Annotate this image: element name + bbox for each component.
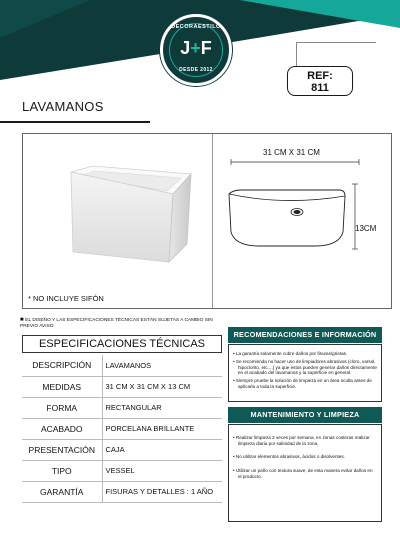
drain-inner — [294, 210, 301, 214]
page-title: LAVAMANOS — [22, 99, 104, 114]
spec-key: PRESENTACIÓN — [22, 439, 102, 460]
recommendations-box — [228, 344, 382, 402]
spec-key: FORMA — [22, 397, 102, 418]
recommendations-heading: RECOMENDACIONES E INFORMACIÓN — [228, 327, 382, 343]
recommendation-text: La garantía solamente cubre daños por fisuras/grietas. — [235, 351, 348, 356]
maintenance-text: Utilizar un paño con textura suave, de esta manera evitar daños en el producto. — [235, 468, 373, 480]
dimension-width-label: 31 CM X 31 CM — [263, 148, 320, 157]
logo-mark-right: F — [200, 38, 212, 58]
specs-title: ESPECIFICACIONES TÉCNICAS — [22, 335, 222, 353]
maintenance-box — [228, 424, 382, 522]
spec-key: MEDIDAS — [22, 376, 102, 397]
table-row — [22, 439, 222, 460]
reference-box — [287, 66, 353, 96]
list-item: • Realizar limpieza 2 veces por semana, en zonas costeras realizar limpieza diaria por salinidad de la zona. — [233, 435, 370, 446]
dimension-height-label: 13CM — [355, 224, 377, 233]
logo-top-text: DECORAESTILO — [171, 24, 221, 30]
spec-value: VESSEL — [105, 466, 135, 475]
list-item: • Siempre pruebe la solución de limpieza en un área oculta antes de aplicarla a toda la superficie. — [233, 378, 372, 389]
table-row — [22, 418, 222, 439]
table-row — [22, 460, 222, 481]
logo-mark-plus: + — [190, 38, 201, 58]
list-item: • La garantía solamente cubre daños por fisuras/grietas. — [233, 351, 348, 356]
list-item: • No utilizar elementos abrasivos, ácidos o disolventes. — [233, 453, 345, 459]
spec-value: 31 CM X 31 CM X 13 CM — [105, 382, 191, 391]
logo-mark-left: J — [180, 38, 191, 58]
sink-photo-illustration — [23, 134, 213, 294]
list-item: • Utilizar un paño con textura suave, de esta manera evitar daños en el producto. — [233, 468, 373, 480]
recommendation-text: Se recomienda no hacer uso de limpiadores abrasivos (cloro, varsol, hipoclorito, etc....) ya que estos pueden generar daños directamente en el acabado del lavamanos y la superficie en general. — [235, 358, 377, 376]
recommendation-text: Siempre pruebe la solución de limpieza en un área oculta antes de aplicarla a toda la superficie. — [235, 378, 372, 389]
table-row — [22, 397, 222, 418]
spec-key: TIPO — [22, 460, 102, 481]
sink-technical-drawing — [219, 154, 389, 274]
product-photo — [23, 134, 213, 308]
bullet-icon: ■ — [20, 317, 26, 323]
maintenance-text: Realizar limpieza 2 veces por semana, en zonas costeras realizar limpieza diaria por salinidad de la zona. — [235, 435, 370, 446]
maintenance-text: No utilizar elementos abrasivos, ácidos o disolventes. — [235, 453, 345, 459]
drawing-rim — [229, 194, 345, 201]
title-underline — [0, 121, 150, 123]
maintenance-list — [233, 435, 377, 480]
disclaimer — [20, 317, 220, 330]
logo-mark — [163, 38, 229, 59]
reference-label: REF: — [307, 70, 333, 82]
spec-key: GARANTÍA — [22, 481, 102, 502]
maintenance-heading: MANTENIMIENTO Y LIMPIEZA — [228, 407, 382, 423]
specs-table — [22, 355, 222, 503]
spec-value: CAJA — [105, 445, 125, 454]
disclaimer-text: EL DISEÑO Y LAS ESPECIFICACIONES TÉCNICAS ESTÁN SUJETAS A CAMBIO SIN PREVIO AVISO. — [20, 318, 213, 329]
spec-value: FISURAS Y DETALLES : 1 AÑO — [105, 487, 214, 496]
spec-value: PORCELANA BRILLANTE — [105, 424, 195, 433]
ref-decor-line-vertical — [296, 42, 297, 66]
logo-bottom-text: DESDE 2012 — [179, 67, 213, 73]
brand-logo — [160, 14, 232, 86]
spec-key: DESCRIPCIÓN — [22, 355, 102, 376]
list-item: • Se recomienda no hacer uso de limpiadores abrasivos (cloro, varsol, hipoclorito, etc....) ya que estos pueden generar daños directamente en el acabado del lavamanos y la superficie en general. — [233, 358, 377, 376]
spec-value: RECTANGULAR — [105, 403, 162, 412]
no-siphon-note: * NO INCLUYE SIFÓN — [28, 294, 104, 303]
recommendations-list — [233, 351, 377, 390]
table-row — [22, 481, 222, 502]
reference-value: 811 — [311, 82, 329, 94]
table-row — [22, 376, 222, 397]
table-row — [22, 355, 222, 376]
ref-decor-line — [296, 42, 376, 43]
spec-value: LAVAMANOS — [105, 360, 152, 370]
spec-key: ACABADO — [22, 418, 102, 439]
product-panel — [22, 133, 392, 309]
